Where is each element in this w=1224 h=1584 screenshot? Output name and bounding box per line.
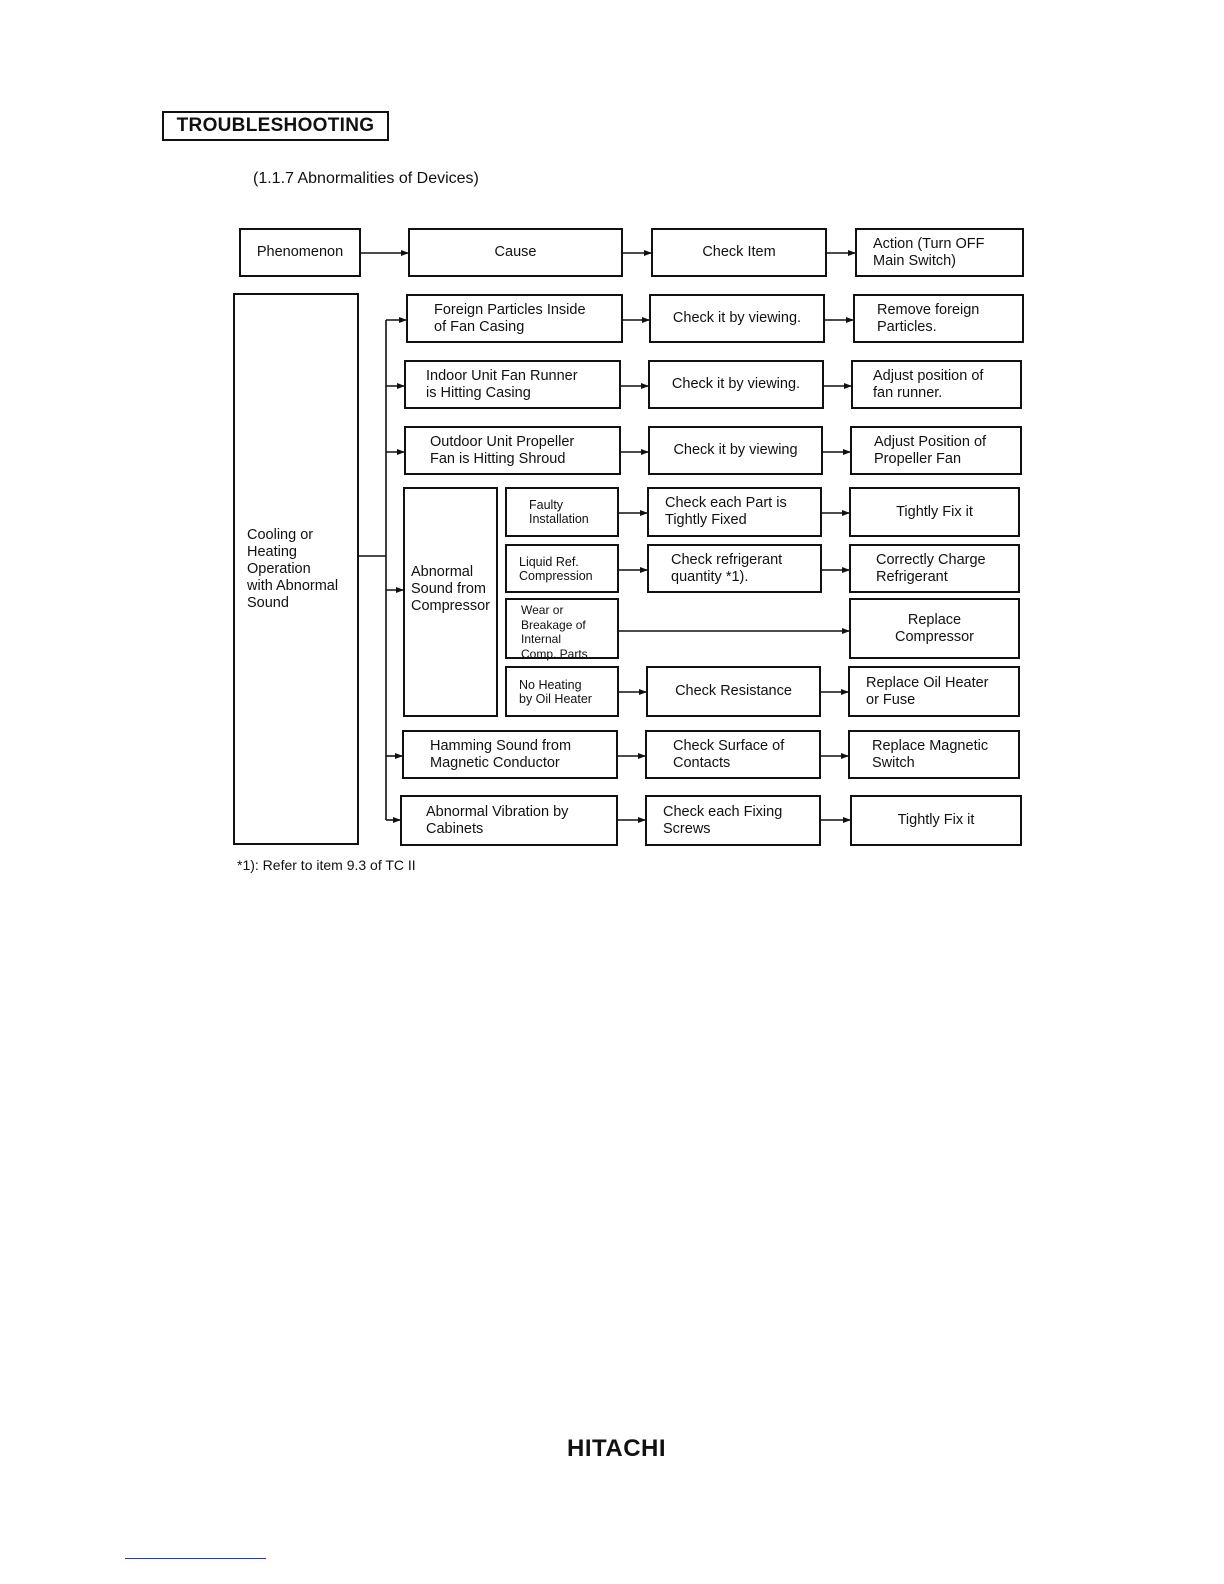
action-adjust-fan-runner: Adjust position of fan runner. — [851, 360, 1022, 409]
header-action: Action (Turn OFF Main Switch) — [855, 228, 1024, 277]
bottom-rule — [125, 1558, 266, 1559]
sub-liquid-compression: Liquid Ref. Compression — [505, 544, 619, 593]
action-remove-particles: Remove foreign Particles. — [853, 294, 1024, 343]
cause-fan-runner: Indoor Unit Fan Runner is Hitting Casing — [404, 360, 621, 409]
check-tightly-fixed: Check each Part is Tightly Fixed — [647, 487, 822, 537]
cause-compressor-group: Abnormal Sound from Compressor — [403, 487, 498, 717]
check-contacts: Check Surface of Contacts — [645, 730, 821, 779]
check-viewing-3: Check it by viewing — [648, 426, 823, 475]
section-subtitle: (1.1.7 Abnormalities of Devices) — [253, 170, 479, 187]
action-tightly-fix-2: Tightly Fix it — [850, 795, 1022, 846]
cause-fan-casing: Foreign Particles Inside of Fan Casing — [406, 294, 623, 343]
header-cause: Cause — [408, 228, 623, 277]
action-replace-switch: Replace Magnetic Switch — [848, 730, 1020, 779]
check-refrigerant: Check refrigerant quantity *1). — [647, 544, 822, 593]
action-tightly-fix-1: Tightly Fix it — [849, 487, 1020, 537]
check-viewing-1: Check it by viewing. — [649, 294, 825, 343]
cause-propeller: Outdoor Unit Propeller Fan is Hitting Shroud — [404, 426, 621, 475]
action-charge-refrigerant: Correctly Charge Refrigerant — [849, 544, 1020, 593]
cause-cabinet-vibration: Abnormal Vibration by Cabinets — [400, 795, 618, 846]
phenomenon-box: Cooling or Heating Operation with Abnormal Sound — [233, 293, 359, 845]
action-adjust-propeller: Adjust Position of Propeller Fan — [850, 426, 1022, 475]
check-fixing-screws: Check each Fixing Screws — [645, 795, 821, 846]
sub-wear-breakage: Wear or Breakage of Internal Comp. Parts — [505, 598, 619, 659]
sub-faulty-installation: Faulty Installation — [505, 487, 619, 537]
sub-oil-heater: No Heating by Oil Heater — [505, 666, 619, 717]
header-check-item: Check Item — [651, 228, 827, 277]
footnote: *1): Refer to item 9.3 of TC II — [237, 857, 416, 873]
action-replace-compressor: Replace Compressor — [849, 598, 1020, 659]
check-viewing-2: Check it by viewing. — [648, 360, 824, 409]
brand-logo: HITACHI — [567, 1435, 667, 1462]
header-phenomenon: Phenomenon — [239, 228, 361, 277]
check-resistance: Check Resistance — [646, 666, 821, 717]
action-replace-oil-heater: Replace Oil Heater or Fuse — [848, 666, 1020, 717]
cause-magnetic-conductor: Hamming Sound from Magnetic Conductor — [402, 730, 618, 779]
section-badge: TROUBLESHOOTING — [162, 111, 389, 141]
